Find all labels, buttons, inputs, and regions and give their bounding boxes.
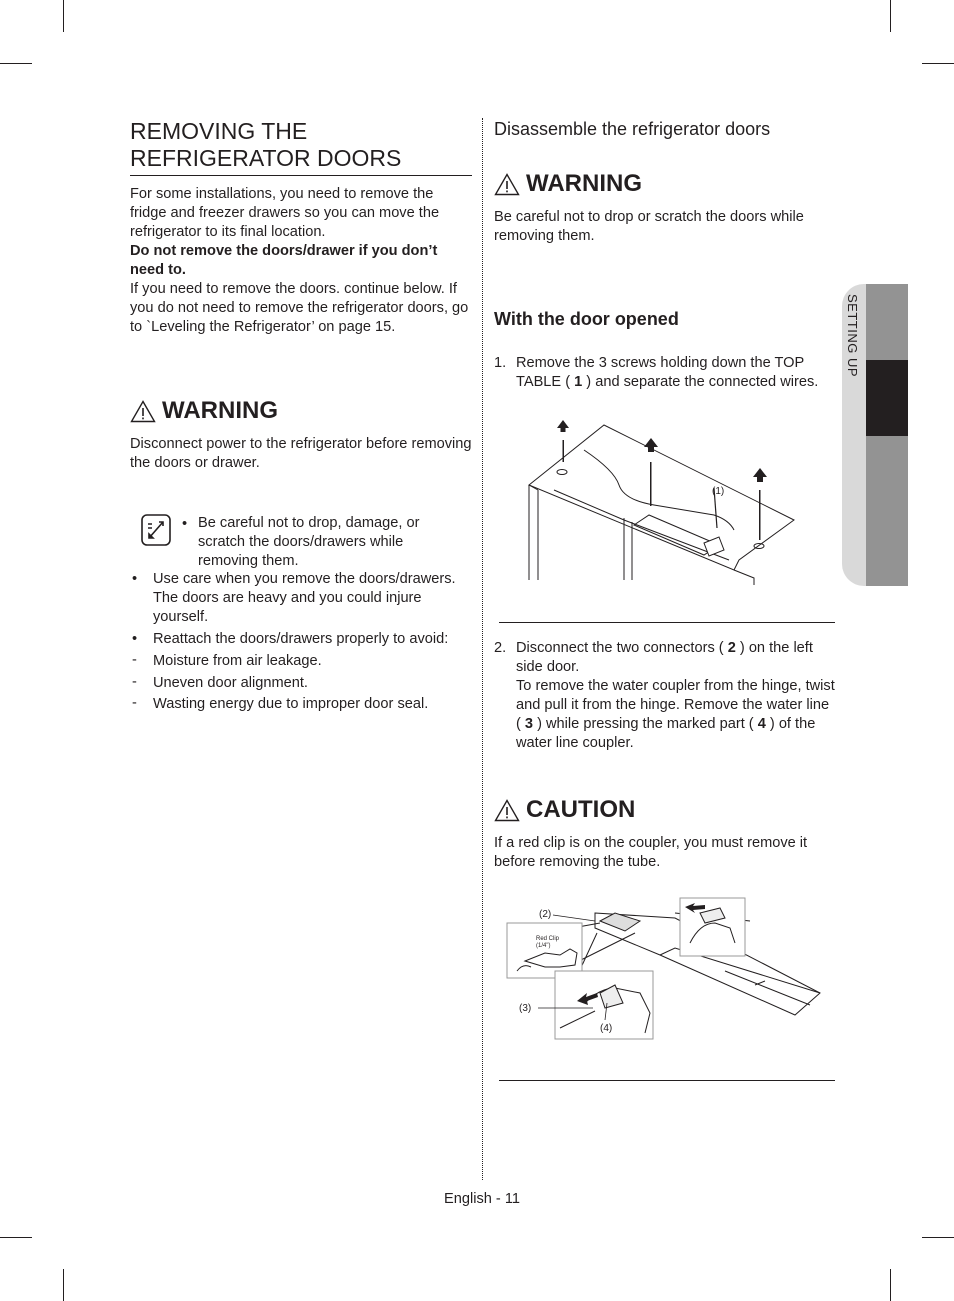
side-tab-label: SETTING UP (845, 294, 860, 378)
warning-title: WARNING (526, 170, 642, 197)
step-1-text (516, 354, 836, 392)
dash: - (132, 695, 137, 711)
step-2-text (516, 639, 836, 753)
step-1-ref: 1 (574, 374, 583, 390)
warning-text: Be careful not to drop or scratch the doors while removing them. (494, 209, 804, 244)
step-1-text-a: Remove the 3 screws holding down the TOP TABLE ( (516, 355, 804, 390)
dash: - (132, 652, 137, 668)
crop-mark (63, 1269, 64, 1301)
crop-mark (922, 1237, 954, 1238)
side-tab-gray-bottom (866, 436, 908, 586)
callout-4: (4) (600, 1023, 613, 1034)
callout-3: (3) (519, 1003, 532, 1014)
caution-box (494, 795, 834, 872)
bullet-item: Use care when you remove the doors/drawers. The doors are heavy and you could injure yourself. (153, 571, 456, 625)
warning-text: Disconnect power to the refrigerator before removing the doors or drawer. (130, 436, 472, 471)
callout-2: (2) (539, 909, 552, 920)
step-2-text-h: ) of the water line coupler. (516, 716, 816, 751)
column-divider (482, 118, 483, 1180)
dash-item: Uneven door alignment. (153, 675, 308, 691)
caution-heading (494, 795, 834, 825)
bullet-dot: • (182, 516, 188, 532)
side-tab-active (866, 360, 908, 436)
warning-triangle-icon (494, 173, 520, 196)
step-1-text-c: ) and separate the connected wires. (582, 374, 819, 390)
crop-mark (890, 0, 891, 32)
figure-divider (499, 622, 835, 623)
warning-heading (494, 169, 834, 199)
crop-mark (63, 0, 64, 32)
subsection-heading: With the door opened (494, 309, 679, 329)
crop-mark (890, 1269, 891, 1301)
step-2-text-a: Disconnect the two connectors ( (516, 640, 728, 656)
dash-item: Wasting energy due to improper door seal. (153, 696, 429, 712)
step-number: 1. (494, 355, 507, 371)
caution-text: If a red clip is on the coupler, you must remove it before removing the tube. (494, 835, 808, 870)
dash-item: Moisture from air leakage. (153, 653, 322, 669)
crop-mark (922, 63, 954, 64)
warning-title: WARNING (162, 397, 278, 424)
step-2-text-c: ) on the left side door. (516, 640, 813, 675)
bullet-dot: • (132, 571, 138, 587)
bullet-item: Reattach the doors/drawers properly to avoid: (153, 631, 449, 647)
left-column (130, 118, 472, 337)
section-title (494, 118, 834, 140)
page-title-line1: REMOVING THE (130, 118, 308, 144)
warning-heading (130, 396, 472, 426)
page-footer: English - 11 (444, 1191, 520, 1207)
intro-paragraph: For some installations, you need to remove the fridge and freezer drawers so you can move the refrigerator to its final location. (130, 186, 440, 240)
subsection-title (494, 308, 834, 330)
intro-bold-warning: Do not remove the doors/drawer if you don’t need to. (130, 243, 438, 278)
note-icon (141, 514, 171, 551)
warning-triangle-icon (494, 799, 520, 822)
side-tab-gray-top (866, 284, 908, 360)
red-clip-size: (1/4") (536, 943, 551, 949)
warning-triangle-icon (130, 400, 156, 423)
crop-mark (0, 1237, 32, 1238)
left-warning (130, 396, 472, 473)
right-warning (494, 169, 834, 246)
note-bullet: Be careful not to drop, damage, or scratch the doors/drawers while removing them. (198, 515, 420, 569)
step-2-ref-3: 3 (524, 716, 534, 732)
water-coupler-illustration (505, 893, 825, 1045)
bullet-dot: • (132, 631, 138, 647)
figure-divider (499, 1080, 835, 1081)
callout-1: (1) (712, 486, 725, 497)
step-2-text-d: To remove the water coupler from the hinge, twist and pull it from the hinge. Remove the water line ( (516, 678, 835, 732)
dash: - (132, 674, 137, 690)
step-2-ref-4: 4 (757, 716, 766, 732)
crop-mark (0, 63, 32, 64)
step-2-ref-2: 2 (727, 640, 736, 656)
red-clip-label: Red Clip (536, 936, 560, 942)
page-title-line2: REFRIGERATOR DOORS (130, 145, 402, 171)
step-number: 2. (494, 640, 507, 656)
top-table-illustration (524, 410, 814, 585)
step-2-text-f: ) while pressing the marked part ( (533, 716, 758, 732)
intro-paragraph-2: If you need to remove the doors. continue below. If you do not need to remove the refrigerator doors, go to `Leveling the Refrigerator’ on page 15. (130, 281, 469, 335)
page-title (130, 118, 472, 172)
section-heading: Disassemble the refrigerator doors (494, 119, 771, 139)
caution-title: CAUTION (526, 796, 636, 823)
